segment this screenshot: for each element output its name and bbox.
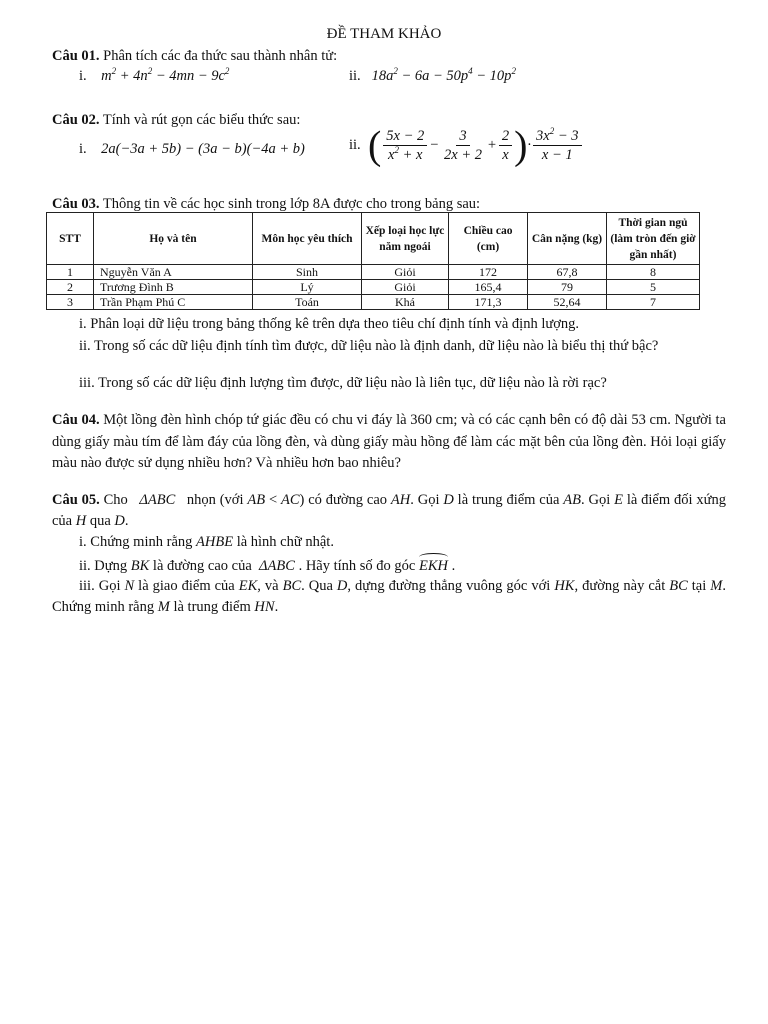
question-5-part-ii: ii. Dựng BK là đường cao của ΔABC . Hãy tính số đo góc EKH . — [52, 556, 753, 577]
table-cell: Giỏi — [362, 265, 449, 280]
question-1 — [52, 46, 726, 67]
question-5-part-iii: iii. Gọi N là giao điểm của EK, và BC. Qua D, dựng đường thẳng vuông góc với HK, đường này cắt BC tại M. Chứng minh rằng M là trung điểm HN. — [52, 578, 726, 615]
table-cell: Toán — [253, 295, 362, 310]
table-row — [47, 280, 700, 295]
part-i-label: i. — [79, 68, 87, 84]
table-header-row — [47, 213, 700, 265]
table-row — [47, 295, 700, 310]
table-cell: Trương Đình B — [94, 280, 253, 295]
column-header: Chiều cao (cm) — [449, 213, 528, 265]
student-info-table — [46, 212, 700, 310]
expression-i: 2a(−3a + 5b) − (3a − b)(−4a + b) — [101, 141, 305, 157]
table-cell: 67,8 — [528, 265, 607, 280]
part-ii-label: ii. — [349, 68, 361, 84]
question-3-part-iii: iii. Trong số các dữ liệu định lượng tìm được, dữ liệu nào là liên tục, dữ liệu nào là rời rạc? — [79, 375, 607, 391]
table-cell: Giỏi — [362, 280, 449, 295]
table-cell: Lý — [253, 280, 362, 295]
column-header: Cân nặng (kg) — [528, 213, 607, 265]
table-cell: 5 — [607, 280, 700, 295]
table-cell: 171,3 — [449, 295, 528, 310]
table-cell: Nguyễn Văn A — [94, 265, 253, 280]
polynomial-ii: $18a^2 - 6a - 50p^4 - 10p^2$ — [371, 66, 516, 84]
question-4 — [52, 410, 726, 475]
question-3-part-ii: ii. Trong số các dữ liệu định tính tìm được, dữ liệu nào là định danh, dữ liệu nào là biểu thị thứ bậc? — [79, 338, 659, 354]
table-cell: Sinh — [253, 265, 362, 280]
question-1-text: Phân tích các đa thức sau thành nhân tử: — [99, 48, 338, 64]
column-header: Thời gian ngủ (làm tròn đến giờ gần nhất) — [607, 213, 700, 265]
table-cell: 172 — [449, 265, 528, 280]
polynomial-i: $m^2 + 4n^2 - 4mn - 9c^2$ — [101, 66, 230, 84]
question-1-part-i — [79, 68, 229, 85]
question-3-label: Câu 03. — [52, 196, 100, 212]
question-1-part-ii — [349, 68, 516, 85]
table-cell: 2 — [47, 280, 94, 295]
question-1-label: Câu 01. — [52, 48, 100, 64]
table-cell: 52,64 — [528, 295, 607, 310]
question-2-part-ii — [349, 122, 584, 168]
question-3-part-i: i. Phân loại dữ liệu trong bảng thống kê trên dựa theo tiêu chí định tính và định lượng. — [79, 316, 579, 332]
table-cell: 7 — [607, 295, 700, 310]
question-2-part-i — [79, 141, 305, 158]
column-header: STT — [47, 213, 94, 265]
expression-ii: ( $\frac{5x - 2}{x^2 + x}$ − $\frac{3}{2x + 2}$ + $\frac{2}{x}$ )· $\frac{3x^2 - 3}{x - 1}$ — [368, 137, 584, 153]
question-4-label: Câu 04. — [52, 412, 100, 428]
column-header: Xếp loại học lực năm ngoái — [362, 213, 449, 265]
part-ii-label: ii. — [349, 137, 361, 153]
column-header: Họ và tên — [94, 213, 253, 265]
table-cell: 165,4 — [449, 280, 528, 295]
question-5-label: Câu 05. — [52, 492, 100, 508]
question-3-text: Thông tin về các học sinh trong lớp 8A được cho trong bảng sau: — [99, 196, 481, 212]
question-5: Câu 05. Cho ΔABC nhọn (với AB < AC) có đường cao AH. Gọi D là trung điểm của AB. Gọi E là điểm đối xứng của H qua D. — [52, 492, 726, 529]
question-4-text: Một lồng đèn hình chóp tứ giác đều có chu vi đáy là 360 cm; và có các cạnh bên có độ dài 53 cm. Người ta dùng giấy màu tím để làm đáy của lồng đèn, và dùng giấy màu hồng để làm các mặt bên của lồng đèn. Hỏi loại giấy màu nào được sử dụng nhiều hơn? Và nhiều hơn bao nhiêu? — [52, 412, 726, 471]
table-cell: 79 — [528, 280, 607, 295]
page-title: ĐỀ THAM KHẢO — [326, 26, 442, 42]
part-i-label: i. — [79, 141, 87, 157]
question-2-text: Tính và rút gọn các biểu thức sau: — [99, 112, 301, 128]
column-header: Môn học yêu thích — [253, 213, 362, 265]
table-cell: 1 — [47, 265, 94, 280]
table-cell: 8 — [607, 265, 700, 280]
table-cell: 3 — [47, 295, 94, 310]
table-row — [47, 265, 700, 280]
question-5-part-i: i. Chứng minh rằng AHBE là hình chữ nhật. — [79, 534, 334, 550]
table-cell: Trần Phạm Phú C — [94, 295, 253, 310]
question-2-label: Câu 02. — [52, 112, 100, 128]
table-cell: Khá — [362, 295, 449, 310]
